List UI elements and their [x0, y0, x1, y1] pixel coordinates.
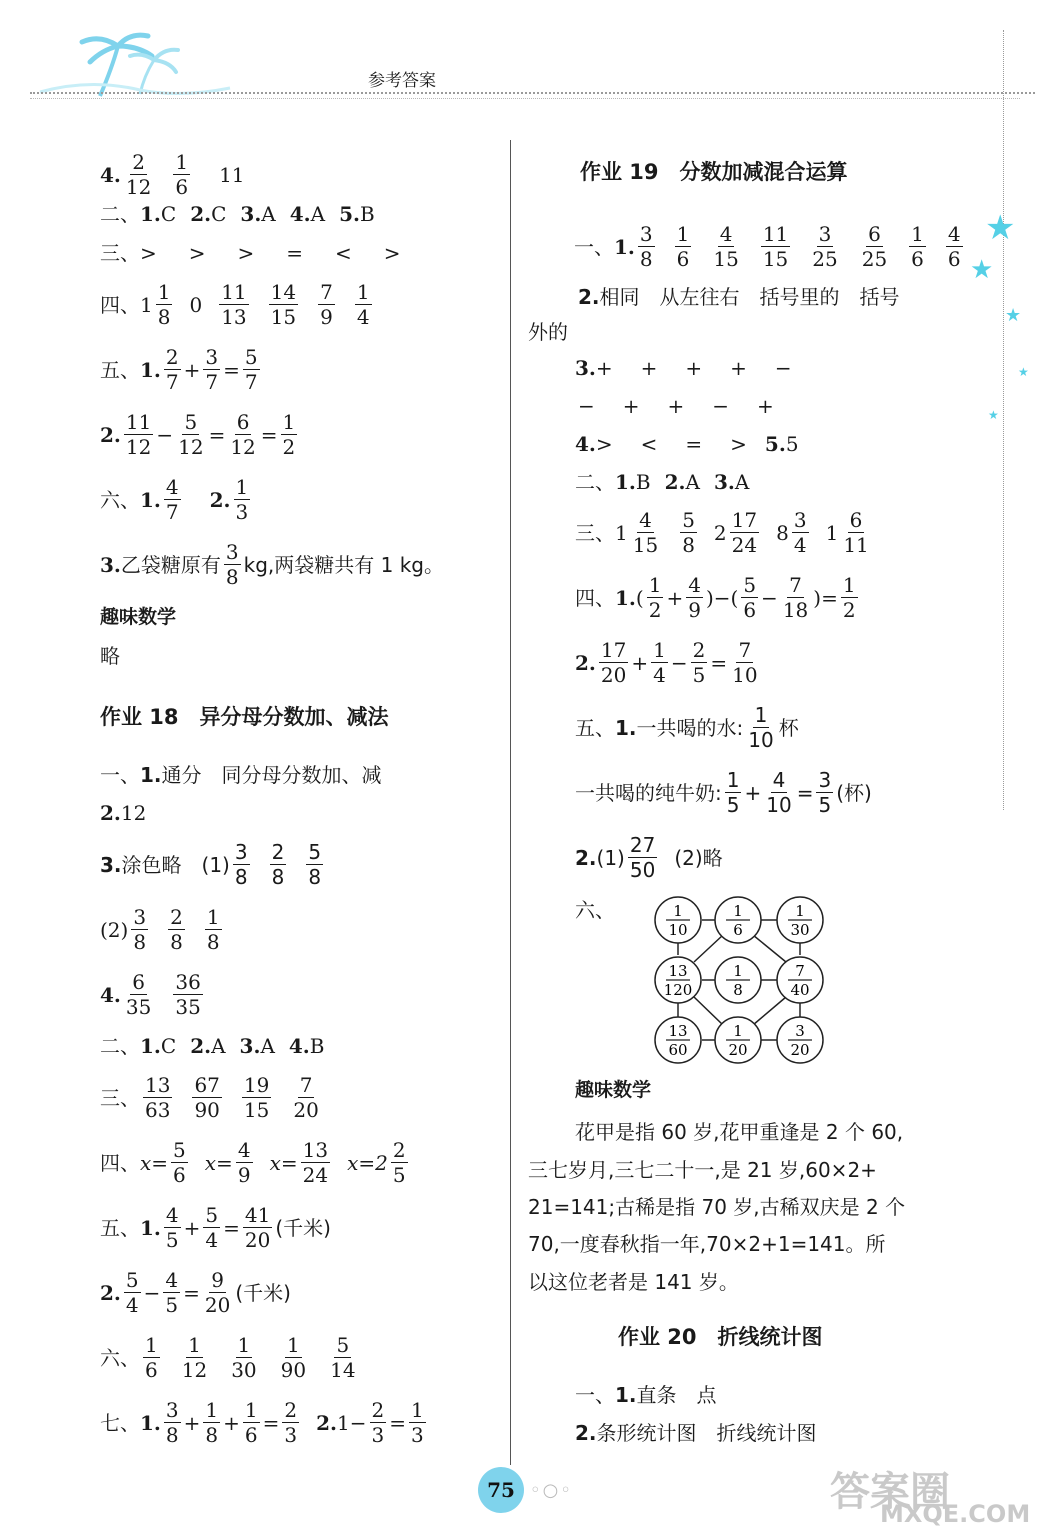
- circle-denominator: 40: [790, 981, 810, 999]
- hw20-title: 作业 20 折线统计图: [618, 1325, 823, 1349]
- hw20-row-2: 2. 条形统计图 折线统计图: [575, 1421, 817, 1445]
- star-icon: ★: [970, 255, 994, 285]
- fun-line-3: 21=141;古稀是指 70 岁,古稀双庆是 2 个: [528, 1195, 906, 1219]
- hw18-row-10: 2. $\frac{5}{4}$ − $\frac{4}{5}$ = $\frac{9}{20}$ (千米): [100, 1268, 291, 1317]
- hw18-row-9: 五、 1. $\frac{4}{5}$ + $\frac{5}{4}$ = $\frac{41}{20}$ (千米): [100, 1203, 331, 1252]
- circle-denominator: 10: [668, 921, 688, 939]
- circles: [655, 897, 823, 1063]
- hw18-row-12: 七、 1. $\frac{3}{8}$ + $\frac{1}{8}$ + $\frac{1}{6}$ = $\frac{2}{3}$ 2. 1− $\frac{2}{3}$ = $\frac{1}{3}$: [100, 1398, 424, 1447]
- circle-denominator: 6: [733, 921, 743, 939]
- circle-numerator: 7: [795, 962, 805, 980]
- hw18-row-2: 2. 12: [100, 801, 147, 825]
- circle-numerator: 1: [733, 1022, 743, 1040]
- header-divider-secondary: [30, 98, 1020, 99]
- circle-denominator: 8: [733, 981, 743, 999]
- star-icon: ★: [1005, 305, 1022, 326]
- circle-numerator: 3: [795, 1022, 805, 1040]
- hw19-row-10: 一共喝的纯牛奶: $\frac{1}{5}$ + $\frac{4}{10}$ = $\frac{3}{5}$ (杯): [575, 768, 872, 817]
- hw18-row-6: 二、 1. C 2. A 3. A 4. B: [100, 1034, 325, 1058]
- fun-math-title-left: 趣味数学: [100, 606, 177, 628]
- palm-tree-logo: [30, 28, 240, 98]
- hw18-row-7: 三、 $\frac{13}{63}$ $\frac{67}{90}$ $\frac{19}{15}$ $\frac{7}{20}$: [100, 1073, 319, 1122]
- circle-numerator: 1: [733, 962, 743, 980]
- hw20-row-1: 一、 1. 直条 点: [575, 1383, 717, 1407]
- hw19-title: 作业 19 分数加减混合运算: [580, 160, 848, 184]
- circle-numerator: 1: [673, 902, 683, 920]
- hw18-row-11: 六、 $\frac{1}{6}$ $\frac{1}{12}$ $\frac{1}{30}$ $\frac{1}{90}$ $\frac{5}{14}$: [100, 1333, 356, 1382]
- hw18-title: 作业 18 异分母分数加、减法: [100, 705, 389, 729]
- hw19-row-4: 4. > < = > 5. 5: [575, 432, 799, 456]
- circle-numerator: 1: [795, 902, 805, 920]
- fraction: $\frac{2}{12}$: [125, 150, 152, 199]
- left-row-section5-2: 2. $\frac{11}{12}$ − $\frac{5}{12}$ = $\frac{6}{12}$ = $\frac{1}{2}$: [100, 410, 296, 459]
- hw19-row-3: 3. + + + + −: [575, 356, 796, 380]
- hw19-row-8: 2. $\frac{17}{20}$ + $\frac{1}{4}$ − $\frac{2}{5}$ = $\frac{7}{10}$: [575, 638, 758, 687]
- watermark-url: MXQE.COM: [880, 1500, 1031, 1528]
- left-row-section6-3: 3. 乙袋糖原有 $\frac{3}{8}$ kg,两袋糖共有 1 kg。: [100, 540, 444, 589]
- header-divider: [30, 92, 1035, 94]
- hw19-row-7: 四、 1. ( $\frac{1}{2}$ + $\frac{4}{9}$ )−( $\frac{5}{6}$ − $\frac{7}{18}$ )= $\frac{1}{2}$: [575, 573, 856, 622]
- fraction: $\frac{1}{6}$: [175, 150, 189, 199]
- hw18-row-1: 一、 1. 通分 同分母分数加、减: [100, 763, 382, 787]
- hw19-row-2-cont: 外的: [528, 320, 568, 344]
- page-number-decoration: ◦○◦: [530, 1480, 573, 1501]
- left-row-section2: 二、 1. C 2. C 3. A 4. A 5. B: [100, 202, 375, 226]
- fun-line-1: 花甲是指 60 岁,花甲重逢是 2 个 60,: [575, 1120, 904, 1144]
- hw18-row-5: 4. $\frac{6}{35}$ $\frac{36}{35}$: [100, 970, 201, 1019]
- hw19-row-9: 五、 1. 一共喝的水: $\frac{1}{10}$ 杯: [575, 703, 799, 752]
- left-row-section6: 六、 1. $\frac{4}{7}$ 2. $\frac{1}{3}$: [100, 475, 249, 524]
- circle-denominator: 60: [668, 1041, 688, 1059]
- page-number: 75: [478, 1467, 524, 1513]
- fun-line-4: 70,一度春秋指一年,70×2+1=141。所: [528, 1232, 886, 1256]
- fun-math-title-right: 趣味数学: [575, 1079, 652, 1101]
- star-icon: ★: [985, 208, 1016, 248]
- watermark-logo: 答案圈: [830, 1469, 950, 1515]
- left-row-section4: 四、 1 $\frac{1}{8}$ 0 $\frac{11}{13}$ $\frac{14}{15}$ $\frac{7}{9}$ $\frac{1}{4}$: [100, 280, 370, 329]
- circle-numerator: 13: [668, 1022, 688, 1040]
- fun-math-text-left: 略: [100, 644, 120, 668]
- fun-line-5: 以这位老者是 141 岁。: [528, 1270, 739, 1294]
- circle-numerator: 1: [733, 902, 743, 920]
- circle-denominator: 20: [728, 1041, 748, 1059]
- circle-denominator: 120: [663, 981, 693, 999]
- circle-numerator: 13: [668, 962, 688, 980]
- header-title: 参考答案: [368, 71, 436, 91]
- fun-line-2: 三七岁月,三七二十一,是 21 岁,60×2+: [528, 1158, 877, 1182]
- hw19-row-5: 二、 1. B 2. A 3. A: [575, 470, 750, 494]
- star-icon: ★: [988, 408, 999, 422]
- right-margin-dots: [1003, 30, 1004, 810]
- hw19-row-11: 2. (1) $\frac{27}{50}$ (2)略: [575, 833, 723, 882]
- hw18-row-8: 四、 x= $\frac{5}{6}$ x= $\frac{4}{9}$ x= $\frac{13}{24}$ x=2 $\frac{2}{5}$: [100, 1138, 406, 1187]
- hw19-row-12-label: 六、: [575, 898, 615, 922]
- star-icon: ★: [1018, 365, 1029, 379]
- column-divider: [510, 140, 511, 1465]
- circle-denominator: 20: [790, 1041, 810, 1059]
- hw19-row-1: 一、 1. $\frac{3}{8}$ $\frac{1}{6}$ $\frac{4}{15}$ $\frac{11}{15}$ $\frac{3}{25}$ $\frac{6}{25}$ $\frac{1}{6}$ $\frac{4}{6}$: [574, 222, 961, 271]
- left-row-4: 4. $\frac{2}{12}$ $\frac{1}{6}$ 11: [100, 150, 245, 199]
- hw18-row-3: 3. 涂色略 (1) $\frac{3}{8}$ $\frac{2}{8}$ $\frac{5}{8}$: [100, 840, 322, 889]
- hw19-row-6: 三、 1 $\frac{4}{15}$ $\frac{5}{8}$ 2 $\frac{17}{24}$ 8 $\frac{3}{4}$ 1 $\frac{6}{11}$: [575, 508, 869, 557]
- fraction-circle-diagram: [650, 895, 830, 1075]
- circle-denominator: 30: [790, 921, 810, 939]
- left-row-section5-1: 五、 1. $\frac{2}{7}$ + $\frac{3}{7}$ = $\frac{5}{7}$: [100, 345, 258, 394]
- hw19-row-2: 2. 相同 从左往右 括号里的 括号: [578, 285, 900, 309]
- left-row-section3: 三、 > > > = < >: [100, 241, 407, 265]
- hw18-row-4: (2) $\frac{3}{8}$ $\frac{2}{8}$ $\frac{1}{8}$: [100, 905, 220, 954]
- hw19-row-3-cont: − + + − +: [578, 394, 778, 418]
